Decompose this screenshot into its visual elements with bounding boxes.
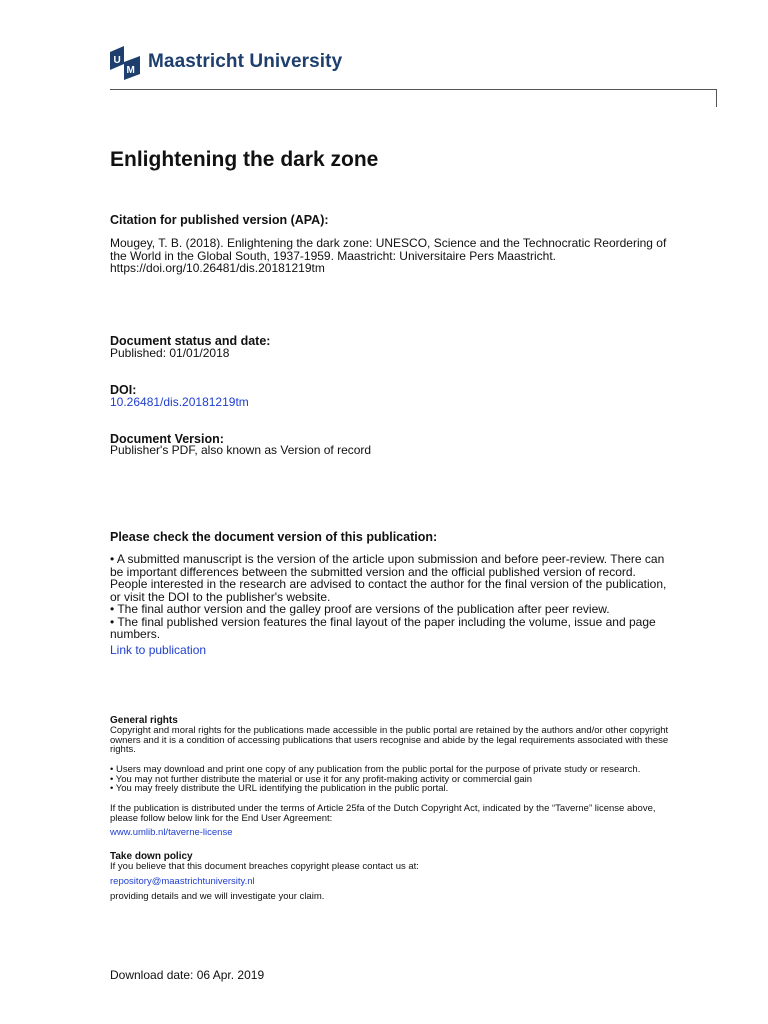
doi-link[interactable]: 10.26481/dis.20181219tm — [110, 395, 249, 409]
doi-label: DOI: — [110, 383, 137, 397]
svg-text:U: U — [113, 55, 121, 66]
header-divider-tick — [716, 89, 717, 107]
download-date: Download date: 06 Apr. 2019 — [110, 968, 265, 982]
taverne-text: If the publication is distributed under the terms of Article 25fa of the Dutch Copyright Act, indicated by the “Taverne” license above, please follow below link for the End User Agreement: — [110, 803, 656, 824]
logo-wordmark: Maastricht University — [148, 51, 343, 72]
rights-bullets: • Users may download and print one copy of any publication from the public portal for the purpose of private study or research. • You may not further distribute the material or use it for any profit-making activity or commercial gain • You may freely distribute the URL identifying the publication in the public portal. — [110, 764, 641, 795]
check-version-label: Please check the document version of this publication: — [110, 530, 438, 544]
um-logo-icon — [110, 46, 142, 80]
svg-text:M: M — [126, 65, 135, 76]
document-title: Enlightening the dark zone — [110, 148, 379, 171]
header-divider — [110, 89, 717, 90]
takedown-text-2: providing details and we will investigate your claim. — [110, 891, 325, 902]
citation-text: Mougey, T. B. (2018). Enlightening the dark zone: UNESCO, Science and the Technocratic Reordering of the World in the Global South, 1937-1959. Maastricht: Universitaire Pers Maastricht. https://doi.org/10.26481/dis.20181219tm — [110, 236, 667, 275]
takedown-text: If you believe that this document breaches copyright please contact us at: — [110, 861, 419, 872]
general-rights-label: General rights — [110, 715, 178, 726]
citation-label: Citation for published version (APA): — [110, 213, 329, 227]
publication-link[interactable]: Link to publication — [110, 643, 207, 657]
version-label: Document Version: — [110, 432, 224, 446]
takedown-label: Take down policy — [110, 851, 193, 862]
status-value: Published: 01/01/2018 — [110, 346, 230, 360]
general-rights-text: Copyright and moral rights for the publications made accessible in the public portal are retained by the authors and/or other copyright owners and it is a condition of accessing publications that users recognise and abide by the legal requirements associated with these rights. — [110, 725, 669, 756]
status-label: Document status and date: — [110, 334, 271, 348]
taverne-license-link[interactable]: www.umlib.nl/taverne-license — [110, 827, 233, 838]
version-value: Publisher's PDF, also known as Version of record — [110, 443, 372, 457]
repository-email-link[interactable]: repository@maastrichtuniversity.nl — [110, 876, 255, 887]
check-version-text: • A submitted manuscript is the version of the article upon submission and before peer-review. There can be important differences between the submitted version and the official published version of record. People interested in the research are advised to contact the author for the final version of the publication, or visit the DOI to the publisher's website. • The final author version and the galley proof are versions of the publication after peer review. • The final published version features the final layout of the paper including the volume, issue and page numbers. — [110, 552, 667, 641]
university-logo — [110, 46, 350, 80]
